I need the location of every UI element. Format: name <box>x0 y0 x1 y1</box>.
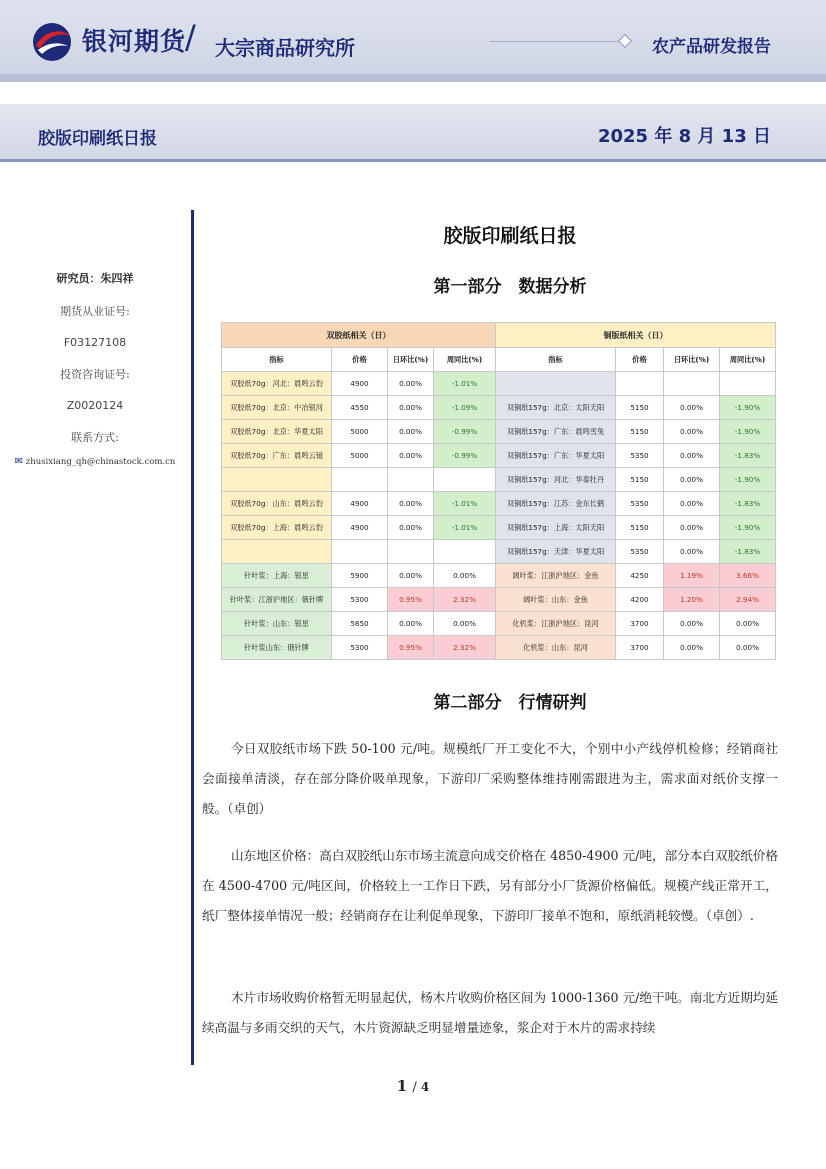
row-price: 4550 <box>332 396 388 420</box>
row-wow: -1.90% <box>720 420 776 444</box>
row-dod: 0.00% <box>664 540 720 564</box>
row-price: 5000 <box>332 444 388 468</box>
row-indicator <box>222 540 332 564</box>
row-dod: 0.95% <box>388 588 434 612</box>
author-sidebar <box>0 270 190 484</box>
table-row <box>222 468 776 492</box>
price-table <box>221 322 775 661</box>
futures-cert-label: 期货从业证号: <box>60 305 130 318</box>
row-dod: 0.00% <box>388 420 434 444</box>
report-type: 农产品研发报告 <box>652 37 771 57</box>
row-indicator: 阔叶浆：江浙沪地区：金鱼 <box>496 564 616 588</box>
document-title: 胶版印刷纸日报 <box>443 225 577 247</box>
row-wow <box>720 372 776 396</box>
row-indicator: 双胶纸70g：北京：华夏太阳 <box>222 420 332 444</box>
row-indicator: 双胶纸70g：河北：晨鸣云豹 <box>222 372 332 396</box>
group-header-coated-paper: 铜版纸相关（日） <box>496 323 776 348</box>
row-indicator: 双铜纸157g：广东：华夏太阳 <box>496 444 616 468</box>
paragraph: 山东地区价格：高白双胶纸山东市场主流意向成交价格在 4850-4900 元/吨，部分本白双胶纸价格在 4500-4700 元/吨区间，价格较上一工作日下跌，另有部分小厂货源价格偏低。规模产线正常开工，纸厂整体接单情况一般；经销商存在让利促单现象，下游印厂接单不饱和，原纸消耗较慢。（卓创）. <box>202 848 778 923</box>
row-indicator: 双铜纸157g：河北：华泰牡丹 <box>496 468 616 492</box>
row-indicator: 针叶浆：上海：银星 <box>222 564 332 588</box>
row-dod: 0.00% <box>664 516 720 540</box>
row-dod: 0.00% <box>388 372 434 396</box>
row-dod: 0.00% <box>664 396 720 420</box>
row-dod: 0.00% <box>388 564 434 588</box>
row-dod: 1.19% <box>664 564 720 588</box>
row-wow: -1.01% <box>434 372 496 396</box>
table-row <box>222 564 776 588</box>
row-wow: -1.01% <box>434 492 496 516</box>
row-wow: 0.00% <box>720 636 776 660</box>
table-row <box>222 636 776 660</box>
row-indicator: 化机浆：山东：昆河 <box>496 636 616 660</box>
table-row <box>222 444 776 468</box>
row-indicator: 阔叶浆：山东：金鱼 <box>496 588 616 612</box>
advisory-cert-label: 投资咨询证号: <box>60 368 130 381</box>
row-wow: 0.00% <box>434 612 496 636</box>
row-wow <box>434 540 496 564</box>
report-date: 2025 年 8 月 13 日 <box>597 126 771 147</box>
row-price: 5150 <box>616 420 664 444</box>
row-wow: 2.32% <box>434 636 496 660</box>
row-indicator: 双胶纸70g：上海：晨鸣云豹 <box>222 516 332 540</box>
row-wow: -0.99% <box>434 420 496 444</box>
row-price: 5350 <box>616 444 664 468</box>
row-dod: 0.00% <box>664 468 720 492</box>
paragraph: 今日双胶纸市场下跌 50-100 元/吨。规模纸厂开工变化不大，个别中小产线停机检修；经销商社会面接单清淡，存在部分降价吸单现象，下游印厂采购整体维持刚需跟进为主，需求面对纸价支撑一般。（卓创） <box>202 741 778 816</box>
table-row <box>222 612 776 636</box>
row-dod: 0.00% <box>388 492 434 516</box>
total-pages: 4 <box>420 1080 430 1094</box>
row-dod: 0.00% <box>664 612 720 636</box>
row-dod <box>664 372 720 396</box>
row-price: 4900 <box>332 372 388 396</box>
sidebar-divider <box>191 210 194 1065</box>
row-dod <box>388 540 434 564</box>
institute-name: 大宗商品研究所 <box>215 36 355 60</box>
row-price: 3700 <box>616 636 664 660</box>
table-row <box>222 540 776 564</box>
row-indicator: 双胶纸70g：山东：晨鸣云豹 <box>222 492 332 516</box>
email-link[interactable]: zhusixiang_qh@chinastock.com.cn <box>25 457 176 467</box>
report-title: 胶版印刷纸日报 <box>38 129 157 149</box>
row-dod: 0.00% <box>388 444 434 468</box>
row-price: 5150 <box>616 516 664 540</box>
section-1-title: 第一部分 数据分析 <box>433 277 587 297</box>
main-content <box>200 215 820 297</box>
row-dod: 0.00% <box>664 492 720 516</box>
row-wow: -1.90% <box>720 516 776 540</box>
advisory-cert-number: Z0020124 <box>66 399 124 412</box>
row-dod <box>388 468 434 492</box>
row-wow: -0.99% <box>434 444 496 468</box>
contact-label: 联系方式: <box>71 431 119 444</box>
row-price: 3700 <box>616 612 664 636</box>
table-row <box>222 420 776 444</box>
table-row <box>222 516 776 540</box>
row-price: 4900 <box>332 492 388 516</box>
row-indicator: 化机浆：江浙沪地区：昆河 <box>496 612 616 636</box>
header-band <box>0 0 826 82</box>
section-2-title: 第二部分 行情研判 <box>433 693 587 713</box>
row-wow: -1.90% <box>720 396 776 420</box>
row-wow: -1.90% <box>720 468 776 492</box>
row-price: 5350 <box>616 492 664 516</box>
row-indicator: 双铜纸157g：上海：太阳天阳 <box>496 516 616 540</box>
row-indicator: 针叶浆山东：俄针牌 <box>222 636 332 660</box>
row-wow: -1.83% <box>720 540 776 564</box>
email-row <box>0 456 190 467</box>
row-dod: 0.00% <box>664 420 720 444</box>
row-dod: 0.95% <box>388 636 434 660</box>
col-header-wow: 周同比(%) <box>720 348 776 372</box>
row-price: 5000 <box>332 420 388 444</box>
title-band <box>0 104 826 162</box>
row-price: 5150 <box>616 468 664 492</box>
row-indicator: 双铜纸157g：北京：太阳天阳 <box>496 396 616 420</box>
page-number: 1 / 4 <box>396 1077 430 1095</box>
row-wow: 0.00% <box>720 612 776 636</box>
row-price: 4900 <box>332 516 388 540</box>
row-price <box>616 372 664 396</box>
row-price: 5150 <box>616 396 664 420</box>
col-header-indicator: 指标 <box>222 348 332 372</box>
row-wow: 2.94% <box>720 588 776 612</box>
table-row <box>222 372 776 396</box>
mail-icon: ✉ <box>14 456 24 467</box>
row-indicator <box>496 372 616 396</box>
col-header-price: 价格 <box>332 348 388 372</box>
row-wow: 3.66% <box>720 564 776 588</box>
col-header-price: 价格 <box>616 348 664 372</box>
row-wow <box>434 468 496 492</box>
row-price: 5350 <box>616 540 664 564</box>
paragraph: 木片市场收购价格暂无明显起伏，杨木片收购价格区间为 1000-1360 元/绝干吨。南北方近期均延续高温与多雨交织的天气，木片资源缺乏明显增量迹象，浆企对于木片的需求持续 <box>202 990 778 1035</box>
row-indicator: 双胶纸70g：广东：晨鸣云镜 <box>222 444 332 468</box>
header-divider: / <box>185 18 196 56</box>
row-price <box>332 468 388 492</box>
row-wow: 0.00% <box>434 564 496 588</box>
table-row <box>222 396 776 420</box>
row-indicator: 双铜纸157g：天津：华夏太阳 <box>496 540 616 564</box>
row-price: 4250 <box>616 564 664 588</box>
row-dod: 1.20% <box>664 588 720 612</box>
diamond-icon <box>618 34 632 48</box>
col-header-dod: 日环比(%) <box>664 348 720 372</box>
table-row <box>222 492 776 516</box>
row-dod: 0.00% <box>664 636 720 660</box>
galaxy-logo-icon <box>30 20 74 64</box>
row-price: 5300 <box>332 588 388 612</box>
col-header-dod: 日环比(%) <box>388 348 434 372</box>
col-header-indicator: 指标 <box>496 348 616 372</box>
header-rule <box>490 41 622 42</box>
row-wow: -1.83% <box>720 444 776 468</box>
row-price: 4200 <box>616 588 664 612</box>
row-wow: 2.32% <box>434 588 496 612</box>
row-price <box>332 540 388 564</box>
researcher-name: 研究员：朱四祥 <box>56 272 134 285</box>
row-dod: 0.00% <box>388 516 434 540</box>
col-header-wow: 周同比(%) <box>434 348 496 372</box>
row-dod: 0.00% <box>388 612 434 636</box>
row-wow: -1.09% <box>434 396 496 420</box>
current-page: 1 <box>396 1077 408 1095</box>
row-indicator: 双胶纸70g：北京：中冶银河 <box>222 396 332 420</box>
row-indicator <box>222 468 332 492</box>
row-indicator: 双铜纸157g：江苏：金东长鹤 <box>496 492 616 516</box>
row-wow: -1.01% <box>434 516 496 540</box>
row-price: 5850 <box>332 612 388 636</box>
group-header-offset-paper: 双胶纸相关（日） <box>222 323 496 348</box>
row-wow: -1.83% <box>720 492 776 516</box>
row-indicator: 针叶浆：山东：银星 <box>222 612 332 636</box>
brand-name: 银河期货 <box>82 27 187 56</box>
row-price: 5300 <box>332 636 388 660</box>
row-indicator: 针叶浆：江浙沪地区：俄针牌 <box>222 588 332 612</box>
futures-cert-number: F03127108 <box>63 336 127 349</box>
row-indicator: 双铜纸157g：广东：晨鸣雪兔 <box>496 420 616 444</box>
row-dod: 0.00% <box>388 396 434 420</box>
table-row <box>222 588 776 612</box>
row-dod: 0.00% <box>664 444 720 468</box>
row-price: 5900 <box>332 564 388 588</box>
header-stripe <box>0 74 826 82</box>
